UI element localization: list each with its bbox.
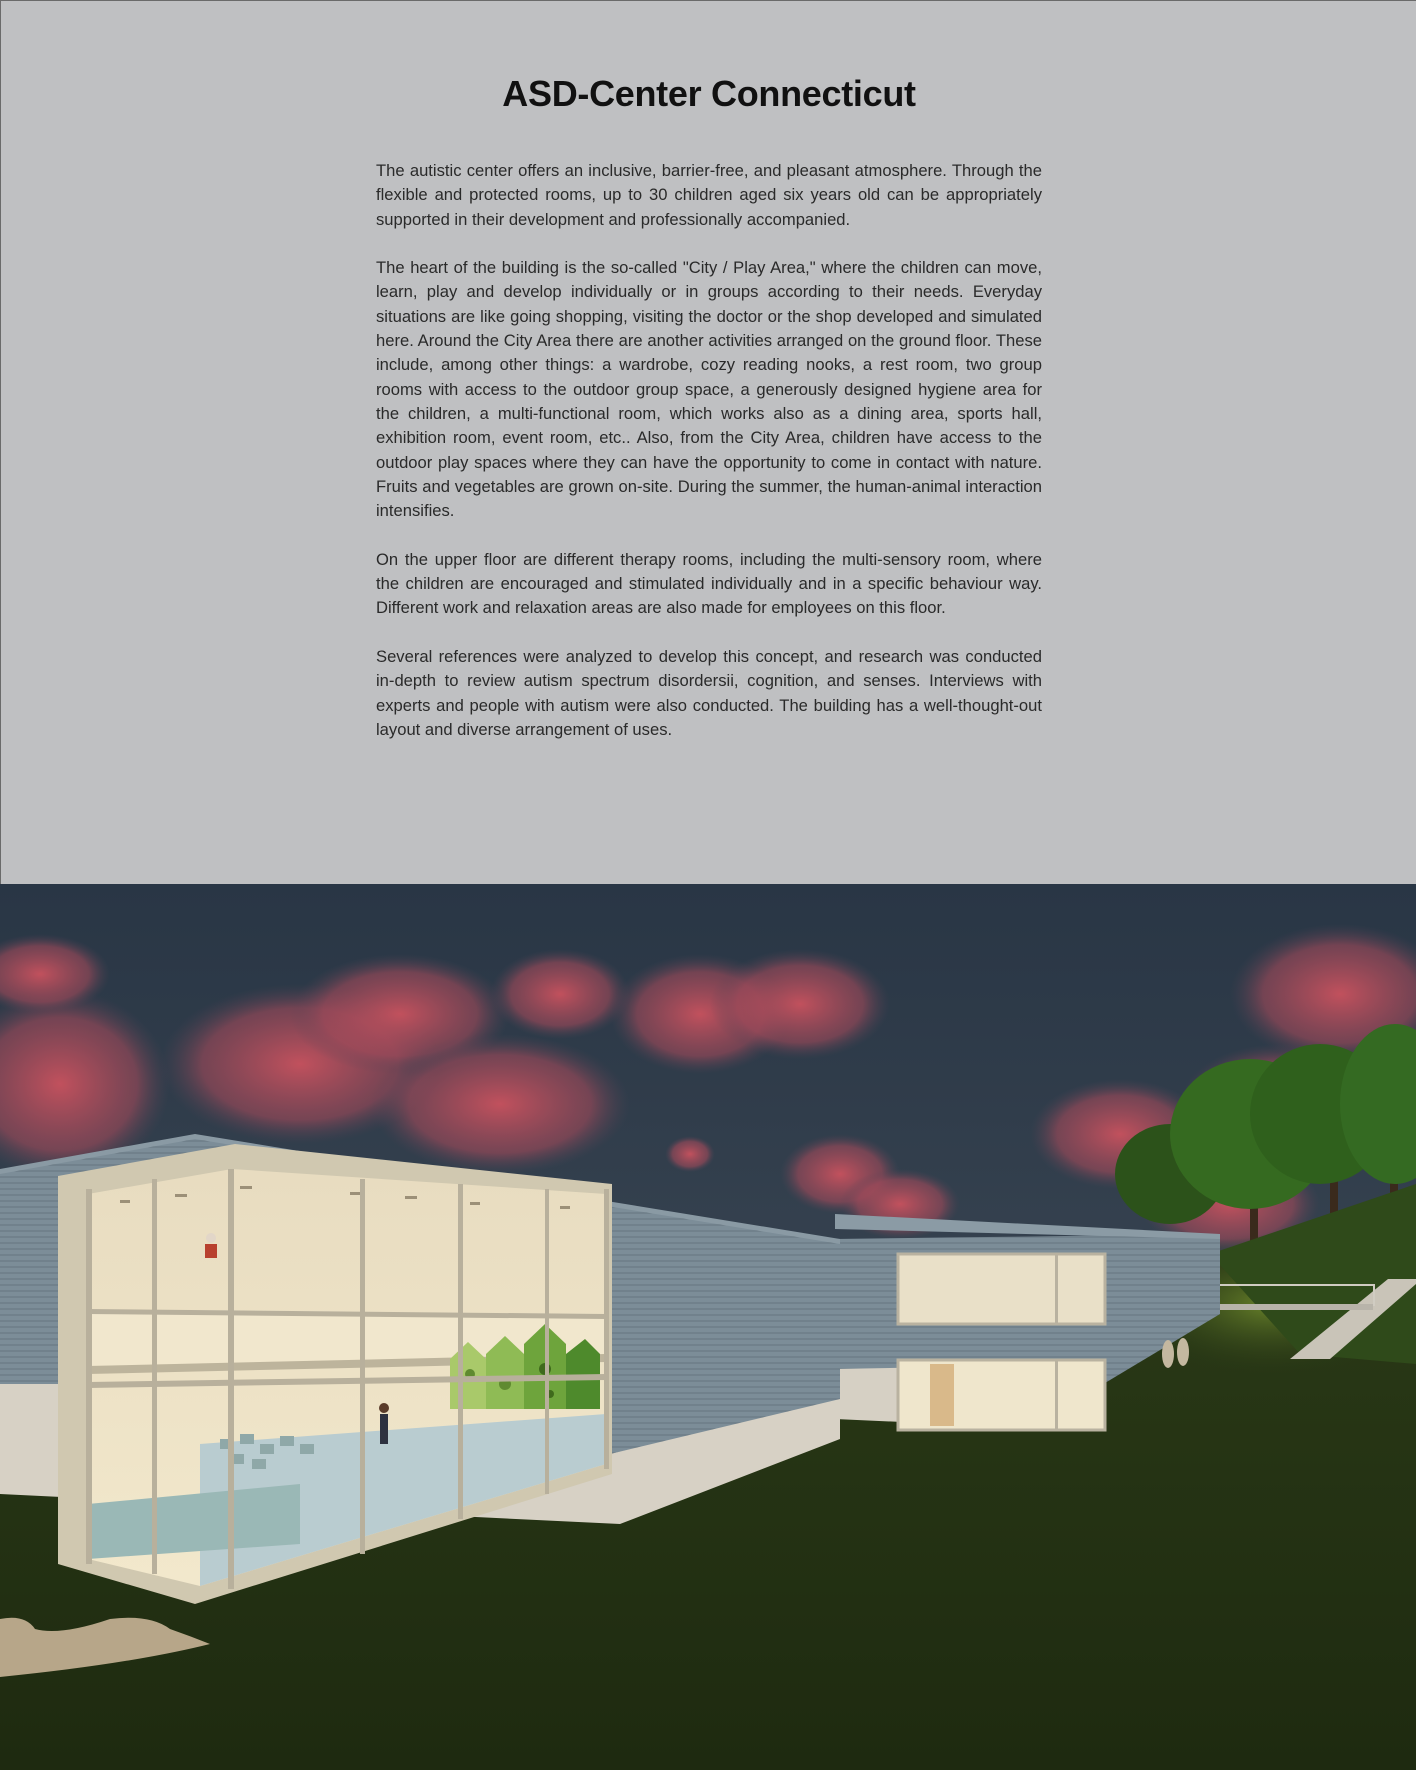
page-title: ASD-Center Connecticut	[502, 73, 916, 114]
text-panel	[0, 0, 1416, 884]
paragraph-upper-floor: On the upper floor are different therapy rooms, including the multi-sensory room, where the children are encouraged and stimulated individually and in a specific behaviour way. Different work and relaxation areas are also made for employees on this floor.	[376, 549, 1042, 618]
paragraph-city-area: The heart of the building is the so-called "City / Play Area," where the children can move, learn, play and develop individually or in groups according to their needs. Everyday situations are like going shopping, visiting the doctor or the shop developed and simulated here. Around the City Area there are another activities arranged on the ground floor. These include, among other things: a wardrobe, cozy reading nooks, a rest room, two group rooms with access to the outdoor group space, a generously designed hygiene area for the children, a multi-functional room, which works also as a dining area, sports hall, exhibition room, event room, etc.. Also, from the City Area, children have access to the outdoor play spaces where they can have the opportunity to come in contact with nature. Fruits and vegetables are grown on-site. During the summer, the human-animal interaction intensifies.	[376, 258, 1042, 521]
body-text	[376, 159, 1042, 766]
paragraph-research: Several references were analyzed to develop this concept, and research was conducted in-depth to review autism spectrum disordersii, cognition, and senses. Interviews with experts and people with autism were also conducted. The building has a well-thought-out layout and diverse arrangement of uses.	[376, 646, 1042, 739]
paragraph-intro: The autistic center offers an inclusive, barrier-free, and pleasant atmosphere. Through the flexible and protected rooms, up to 30 children aged six years old can be appropriately supported in their development and professionally accompanied.	[376, 161, 1042, 229]
building-rendering	[0, 884, 1416, 1770]
